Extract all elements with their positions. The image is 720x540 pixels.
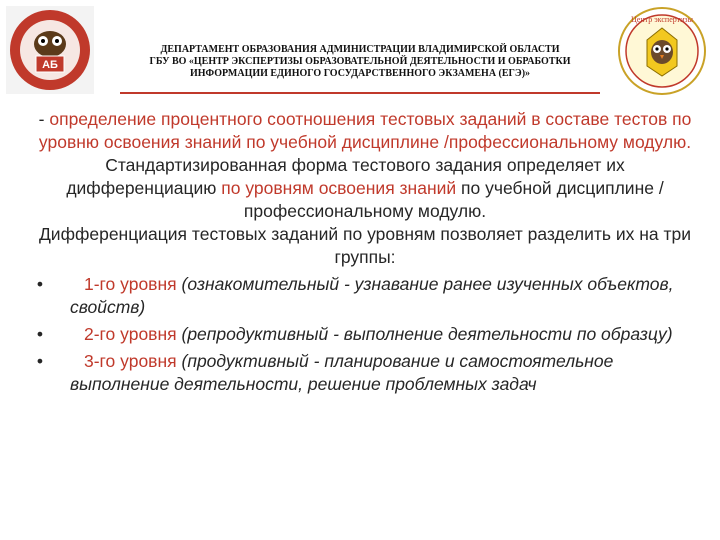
organization-title bbox=[110, 44, 610, 80]
level-description: (ознакомительный - узнавание ранее изученных объектов, свойств) bbox=[70, 274, 674, 317]
bullet-icon: • bbox=[36, 351, 44, 371]
header-line-3: ИНФОРМАЦИИ ЕДИНОГО ГОСУДАРСТВЕННОГО ЭКЗАМЕНА (ЕГЭ)» bbox=[189, 68, 531, 79]
dash-marker: - bbox=[38, 109, 50, 129]
list-item bbox=[30, 350, 700, 396]
form-text-start: Стандартизированная форма тестового задания определяет их дифференциацию bbox=[66, 155, 625, 198]
list-item bbox=[30, 273, 700, 319]
level-description: (репродуктивный - выполнение деятельности по образцу) bbox=[176, 324, 673, 344]
level-description: (продуктивный - планирование и самостоятельное выполнение деятельности, решение проблемных задач bbox=[70, 351, 614, 394]
level-label: 3-го уровня bbox=[84, 351, 177, 371]
paragraph-definition bbox=[30, 108, 700, 154]
form-text-end: по учебной дисциплине /профессиональному модулю. bbox=[243, 178, 664, 221]
logo-right-text: Центр экспертизы bbox=[631, 15, 693, 24]
slide-header bbox=[0, 0, 720, 100]
center-logo-icon bbox=[617, 6, 707, 96]
list-item bbox=[30, 323, 700, 346]
paragraph-form bbox=[30, 154, 700, 223]
logo-left-letters: АБ bbox=[42, 59, 58, 71]
slide-body bbox=[30, 108, 700, 396]
form-text-highlight: по уровням освоения знаний bbox=[221, 178, 457, 198]
bullet-icon: • bbox=[36, 324, 44, 344]
header-line-1: ДЕПАРТАМЕНТ ОБРАЗОВАНИЯ АДМИНИСТРАЦИИ ВЛАДИМИРСКОЙ ОБЛАСТИ bbox=[160, 44, 560, 55]
header-line-2: ГБУ ВО «ЦЕНТР ЭКСПЕРТИЗЫ ОБРАЗОВАТЕЛЬНОЙ ДЕЯТЕЛЬНОСТИ И ОБРАБОТКИ bbox=[149, 56, 571, 67]
paragraph-groups: Дифференциация тестовых заданий по уровням позволяет разделить их на три группы: bbox=[38, 224, 692, 267]
header-divider bbox=[120, 92, 600, 94]
bullet-icon: • bbox=[36, 274, 44, 294]
definition-text: определение процентного соотношения тестовых заданий в составе тестов по уровню освоения знаний по учебной дисциплине /профессиональному модулю. bbox=[38, 109, 692, 152]
department-logo-icon bbox=[6, 6, 94, 94]
level-label: 2-го уровня bbox=[84, 324, 177, 344]
level-label: 1-го уровня bbox=[84, 274, 177, 294]
